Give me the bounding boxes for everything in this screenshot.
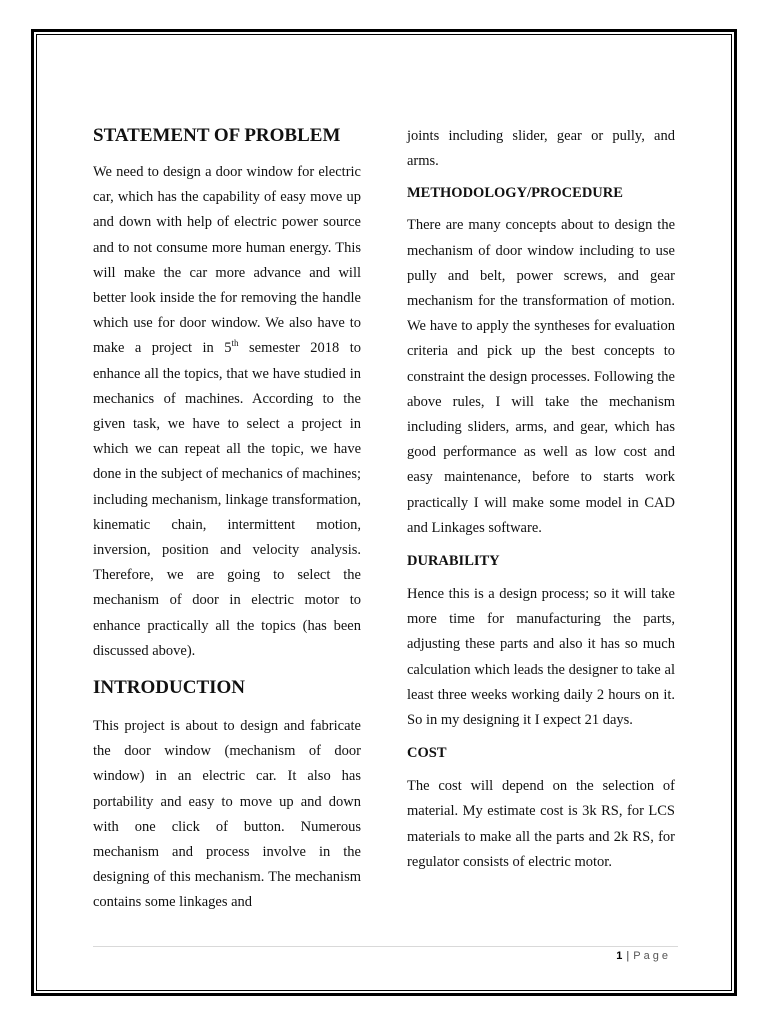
statement-heading: STATEMENT OF PROBLEM [93,125,341,146]
cost-paragraph: The cost will depend on the selection of material. My estimate cost is 3k RS, for LCS materials to make all the parts and 2k RS, for regulator consists of electric motor. [407,778,675,870]
page-footer [616,950,671,962]
page-number: 1 [616,950,623,962]
durability-paragraph: Hence this is a design process; so it will take more time for manufacturing the parts, adjusting these parts and also it has so much calculation which leads the designer to take al least three weeks working daily 2 hours on it. So in my designing it I expect 21 days. [407,586,675,729]
cost-heading: COST [407,745,447,762]
left-column [93,122,361,916]
page-label: Page [633,950,671,962]
footer-separator: | [626,950,630,962]
durability-heading: DURABILITY [407,553,500,570]
statement-text-part2: semester 2018 to enhance all the topics, that we have studied in mechanics of machines. According to the given task, we have to select a project in which we can repeat all the topic, we have done in the subject of mechanics of machines; including mechanism, linkage transformation, kinematic chain, intermittent motion, inversion, position and velocity analysis. Therefore, we are going to select the mechanism of door in electric motor to enhance practically all the topics (has been discussed above). [93,340,362,659]
statement-text-part1: We need to design a door window for electric car, which has the capability of easy move up and down with help of electric power source and to not consume more human energy. This will make the car more advance and will better look inside the for removing the handle which use for door window. We also have to make a project in 5 [93,164,361,357]
right-column [407,124,675,875]
methodology-heading: METHODOLOGY/PROCEDURE [407,185,623,202]
ordinal-superscript: th [231,338,239,349]
footer-divider [93,946,678,947]
methodology-paragraph: There are many concepts about to design the mechanism of door window including to use pully and belt, power screws, and gear mechanism for the transformation of motion. We have to apply the syntheses for evaluation criteria and pick up the best concepts to constraint the design processes. Following the above rules, I will take the mechanism including sliders, arms, and gear, which has good performance as well as low cost and easy maintenance, before to starts work practically I will make some model in CAD and Linkages software. [407,217,675,536]
continued-paragraph: joints including slider, gear or pully, and arms. [407,128,675,170]
introduction-heading: INTRODUCTION [93,677,246,699]
statement-paragraph [93,160,361,664]
introduction-paragraph: This project is about to design and fabricate the door window (mechanism of door window) in an electric car. It also has portability and easy to move up and down with one click of button. Numerous mechanism and process involve in the designing of this mechanism. The mechanism contains some linkages and [93,718,361,911]
